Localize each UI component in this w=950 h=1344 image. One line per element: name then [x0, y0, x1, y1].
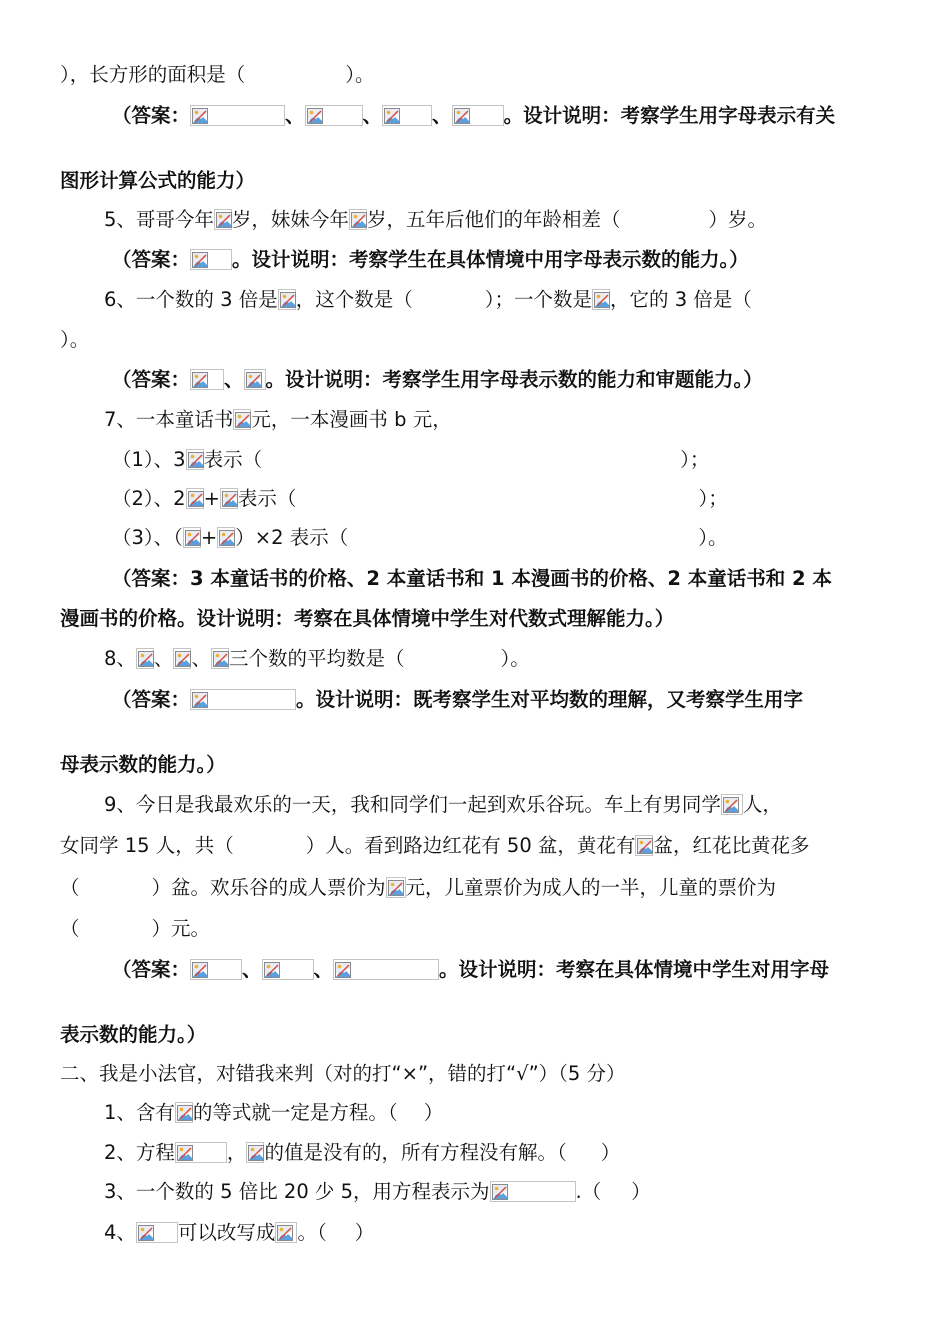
text: （: [60, 876, 80, 899]
broken-image-icon: [211, 648, 229, 669]
text: 、: [153, 647, 174, 670]
broken-image-icon: [592, 289, 610, 310]
broken-image-icon: [333, 959, 439, 980]
broken-image-icon: [275, 1222, 297, 1243]
text: 元，一本漫画书 b 元，: [251, 408, 452, 431]
text: ）: [354, 1221, 375, 1244]
answer-9-cont: [60, 1022, 206, 1048]
broken-image-icon: [233, 409, 251, 430]
broken-image-icon: [382, 105, 432, 126]
question-7-3: [112, 525, 727, 551]
line-area-tail: [60, 62, 375, 88]
broken-image-icon: [635, 835, 653, 856]
broken-image-icon: [190, 105, 285, 126]
text: 可以改写成: [177, 1221, 276, 1244]
text: ）: [631, 1180, 651, 1203]
answer-9: [112, 957, 829, 983]
text: （2）、2: [112, 487, 186, 510]
broken-image-icon: [136, 1222, 178, 1243]
text: 、: [242, 958, 262, 981]
broken-image-icon: [190, 959, 242, 980]
broken-image-icon: [173, 648, 191, 669]
text: 。设计说明：考察在具体情境中学生对用字母: [439, 958, 830, 981]
text: ）盆。欢乐谷的成人票价为: [151, 876, 386, 899]
text: （3）、（: [112, 526, 183, 549]
text: ）。: [345, 63, 375, 86]
question-7-1: [112, 447, 709, 473]
text: .（: [575, 1180, 602, 1203]
text: ）×2 表示（: [235, 526, 349, 549]
broken-image-icon: [490, 1181, 576, 1202]
text: 、: [191, 647, 211, 670]
answer-8: [112, 687, 803, 713]
text: ）。: [500, 647, 530, 670]
broken-image-icon: [305, 105, 363, 126]
text: 、: [362, 104, 383, 127]
text: 、: [313, 958, 334, 981]
text: 女同学 15 人，共（: [60, 834, 234, 857]
broken-image-icon: [246, 1142, 264, 1163]
text: 。设计说明：考察学生用字母表示有关: [503, 104, 836, 127]
answer-prefix: （答案：: [112, 688, 191, 711]
text: 、: [224, 368, 244, 391]
answer-prefix: （答案：: [112, 368, 191, 391]
text: 二、我是小法官，对错我来判（对的打“×”，错的打“√”）（5 分）: [60, 1062, 626, 1085]
text: 图形计算公式的能力）: [60, 169, 256, 192]
broken-image-icon: [217, 527, 235, 548]
text: 漫画书的价格。设计说明：考察在具体情境中学生对代数式理解能力。）: [60, 607, 675, 630]
question-5: [104, 207, 767, 233]
text: ）；: [680, 448, 710, 471]
broken-image-icon: [349, 209, 367, 230]
broken-image-icon: [386, 877, 406, 898]
broken-image-icon: [220, 488, 238, 509]
broken-image-icon: [183, 527, 201, 548]
broken-image-icon: [214, 209, 232, 230]
answer-line-4-cont: [60, 168, 255, 194]
text: 人，: [742, 793, 782, 816]
text: ）。: [698, 526, 728, 549]
text: 。设计说明：考察学生用字母表示数的能力和审题能力。）: [265, 368, 763, 391]
judge-item-1: [104, 1100, 443, 1126]
broken-image-icon: [186, 488, 204, 509]
answer-prefix: （答案：: [112, 104, 191, 127]
question-9-cont-1: [60, 833, 809, 859]
answer-prefix: （答案：: [112, 958, 191, 981]
text: 6、一个数的 3 倍是: [104, 288, 278, 311]
text: 的值是没有的，所有方程没有解。（: [264, 1141, 567, 1164]
text: ，它的 3 倍是（: [610, 288, 752, 311]
text: ）: [600, 1141, 621, 1164]
text: 母表示数的能力。）: [60, 753, 226, 776]
question-7-2: [112, 486, 728, 512]
question-7: [104, 407, 452, 433]
answer-line-4: [112, 103, 835, 129]
text: ，: [226, 1141, 247, 1164]
question-6-cont: [60, 327, 89, 353]
text: 表示（: [237, 487, 297, 510]
question-6: [104, 287, 752, 313]
text: ）元。: [151, 917, 211, 940]
text: ）: [423, 1101, 444, 1124]
text: +: [203, 487, 220, 510]
text: 岁，五年后他们的年龄相差（: [366, 208, 621, 231]
question-9-cont-2: [60, 875, 776, 901]
text: ）。: [60, 328, 90, 351]
text: （: [60, 917, 80, 940]
answer-7-cont: [60, 606, 674, 632]
text: 岁，妹妹今年: [231, 208, 349, 231]
text: 、: [285, 104, 305, 127]
text: 三个数的平均数是（: [228, 647, 405, 670]
text: ）；: [698, 487, 728, 510]
text: 。设计说明：考察学生在具体情境中用字母表示数的能力。）: [232, 248, 749, 271]
answer-5: [112, 247, 749, 273]
broken-image-icon: [175, 1142, 227, 1163]
text: 9、今日是我最欢乐的一天，我和同学们一起到欢乐谷玩。车上有男同学: [104, 793, 721, 816]
broken-image-icon: [175, 1102, 193, 1123]
text: ）岁。: [708, 208, 767, 231]
text: 。（: [297, 1221, 327, 1244]
text: ）；一个数是: [484, 288, 592, 311]
section-2-heading: [60, 1061, 626, 1087]
judge-item-2: [104, 1140, 620, 1166]
text: ），长方形的面积是（: [60, 63, 246, 86]
answer-8-cont: [60, 752, 226, 778]
broken-image-icon: [136, 648, 154, 669]
broken-image-icon: [262, 959, 314, 980]
text: 7、一本童话书: [104, 408, 234, 431]
broken-image-icon: [244, 369, 266, 390]
text: 。设计说明：既考察学生对平均数的理解，又考察学生用字: [296, 688, 804, 711]
broken-image-icon: [278, 289, 296, 310]
text: 、: [432, 104, 452, 127]
text: 4、: [104, 1221, 136, 1244]
answer-6: [112, 367, 763, 393]
text: （答案：3 本童话书的价格、2 本童话书和 1 本漫画书的价格、2 本童话书和 2 本: [112, 567, 832, 590]
question-8: [104, 646, 530, 672]
text: 8、: [104, 647, 136, 670]
text: 盆，红花比黄花多: [653, 834, 810, 857]
text: 1、含有: [104, 1101, 175, 1124]
answer-prefix: （答案：: [112, 248, 191, 271]
broken-image-icon: [721, 794, 743, 815]
text: ）人。看到路边红花有 50 盆，黄花有: [305, 834, 636, 857]
text: 2、方程: [104, 1141, 175, 1164]
text: +: [200, 526, 218, 549]
text: 元，儿童票价为成人的一半，儿童的票价为: [405, 876, 777, 899]
question-9-cont-3: [60, 916, 210, 942]
broken-image-icon: [452, 105, 504, 126]
text: 的等式就一定是方程。（: [192, 1101, 398, 1124]
text: （1）、3: [112, 448, 186, 471]
broken-image-icon: [190, 249, 232, 270]
broken-image-icon: [186, 449, 204, 470]
text: ，这个数是（: [295, 288, 413, 311]
text: 5、哥哥今年: [104, 208, 214, 231]
text: 3、一个数的 5 倍比 20 少 5，用方程表示为: [104, 1180, 490, 1203]
answer-7: [112, 566, 832, 592]
judge-item-3: [104, 1179, 651, 1205]
text: 表示（: [203, 448, 263, 471]
broken-image-icon: [190, 369, 224, 390]
text: 表示数的能力。）: [60, 1023, 207, 1046]
question-9: [104, 792, 782, 818]
broken-image-icon: [190, 689, 296, 710]
judge-item-4: [104, 1220, 374, 1246]
